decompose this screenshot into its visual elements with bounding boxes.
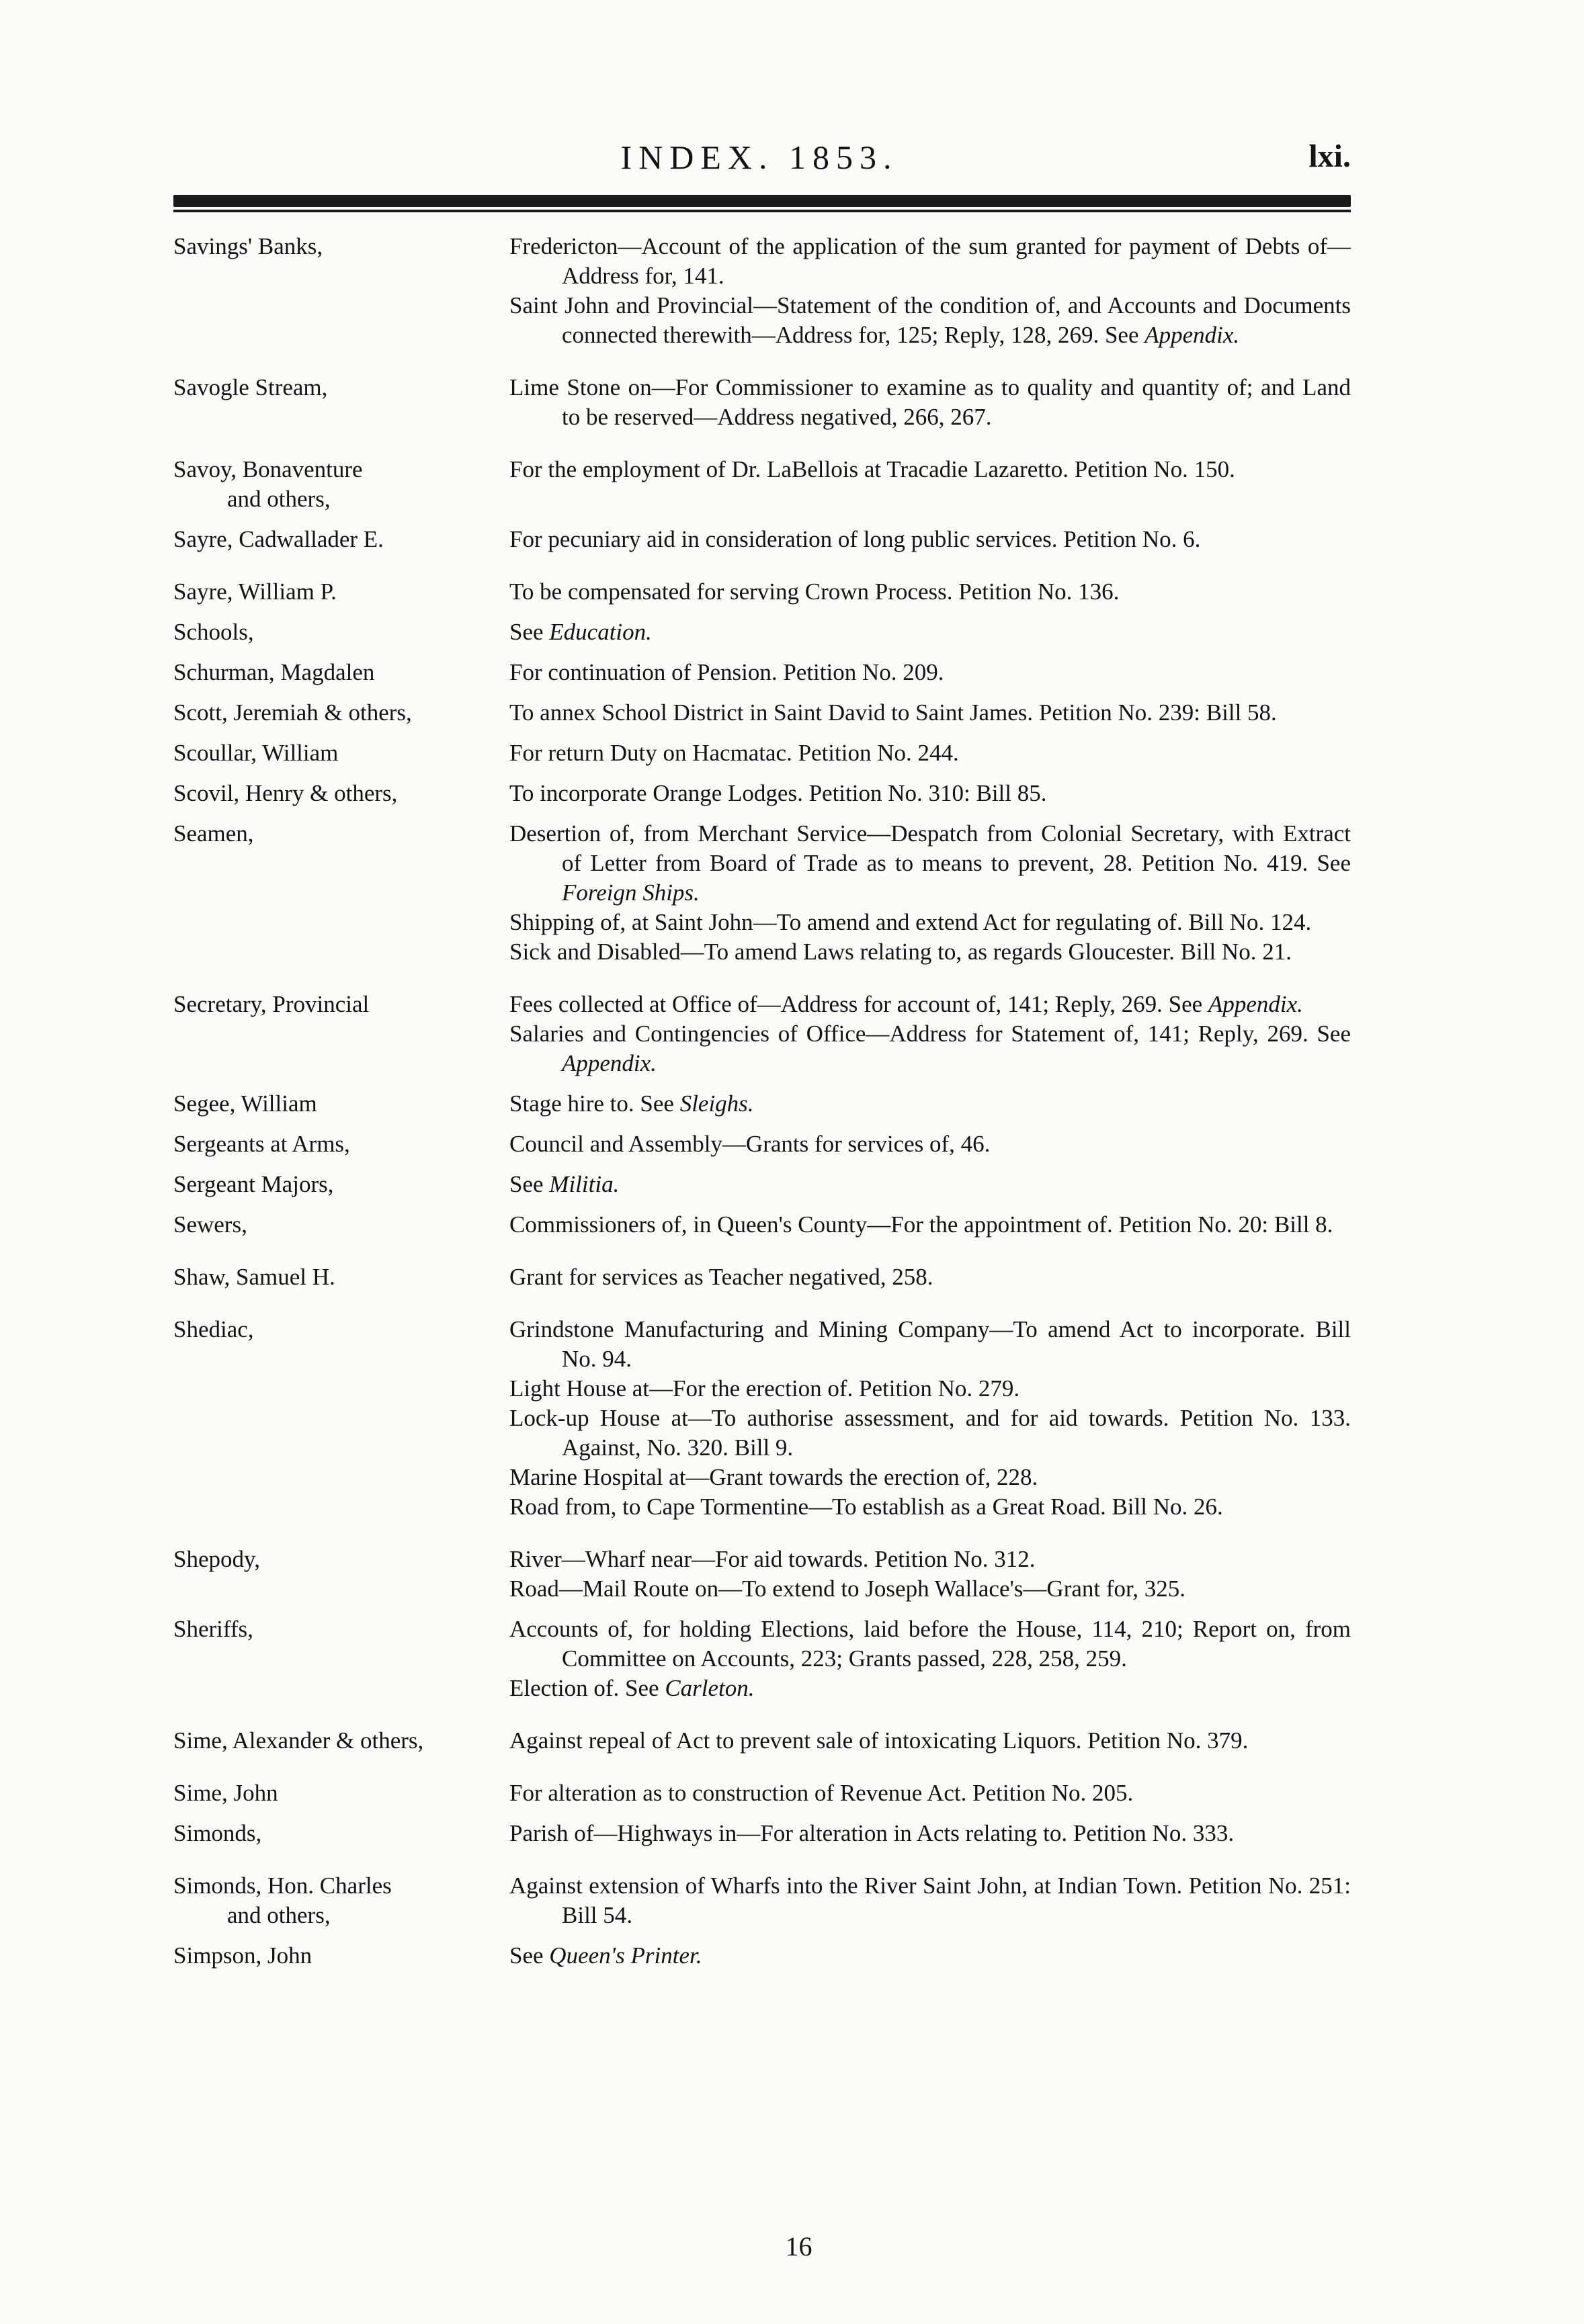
index-subentry: [509, 1210, 1351, 1240]
index-description: [509, 1089, 1351, 1119]
index-term-text: Sheriffs,: [173, 1616, 253, 1642]
index-subentry: [509, 577, 1351, 607]
subentry-text: Fees collected at Office of—Address for account of, 141; Reply, 269. See: [509, 991, 1208, 1017]
index-term: [173, 373, 509, 432]
subentry-text: Election of. See: [509, 1675, 665, 1701]
index-entry: [173, 1089, 1351, 1119]
index-description: [509, 1262, 1351, 1292]
index-term: [173, 819, 509, 967]
index-entry: [173, 1941, 1351, 1971]
cross-reference: Appendix.: [1144, 322, 1240, 348]
index-term-text: Sewers,: [173, 1211, 247, 1238]
subentry-text: Commissioners of, in Queen's County—For the appointment of. Petition No. 20: Bill 8.: [509, 1211, 1333, 1238]
subentry-text: Saint John and Provincial—Statement of the condition of, and Accounts and Documents connected therewith—Address for, 125; Reply, 128, 269. See: [509, 292, 1351, 348]
index-term: [173, 1089, 509, 1119]
index-term: [173, 738, 509, 768]
index-term: [173, 698, 509, 728]
subentry-text: Shipping of, at Saint John—To amend and extend Act for regulating of. Bill No. 124.: [509, 909, 1312, 935]
index-entry: [173, 1819, 1351, 1848]
index-subentry: [509, 1262, 1351, 1292]
index-term-text: Scovil, Henry & others,: [173, 780, 398, 806]
subentry-text: Stage hire to. See: [509, 1090, 680, 1117]
index-term-text: Seamen,: [173, 820, 254, 847]
index-term: [173, 232, 509, 350]
index-subentry: [509, 617, 1351, 647]
subentry-text: Marine Hospital at—Grant towards the erection of, 228.: [509, 1464, 1038, 1490]
index-description: [509, 1819, 1351, 1848]
index-description: [509, 232, 1351, 350]
index-description: [509, 617, 1351, 647]
index-subentry: [509, 1819, 1351, 1848]
index-description: [509, 658, 1351, 687]
index-term: [173, 1819, 509, 1848]
index-term: [173, 617, 509, 647]
index-description: [509, 373, 1351, 432]
index-term: [173, 1615, 509, 1703]
index-subentry: [509, 1778, 1351, 1808]
header-rule-thick: [173, 195, 1351, 207]
header-title: INDEX. 1853.: [620, 138, 899, 176]
index-term-text: Savoy, Bonaventure: [173, 456, 363, 482]
subentry-text: To annex School District in Saint David to Saint James. Petition No. 239: Bill 58.: [509, 699, 1277, 726]
index-entry: [173, 1726, 1351, 1756]
subentry-text: Against extension of Wharfs into the River Saint John, at Indian Town. Petition No. 251: Bill 54.: [509, 1873, 1351, 1928]
index-entry: [173, 990, 1351, 1078]
index-entry: [173, 577, 1351, 607]
index-term-text: Schurman, Magdalen: [173, 659, 375, 685]
index-entry: [173, 1210, 1351, 1240]
index-subentry: [509, 1019, 1351, 1078]
index-term-text: Shepody,: [173, 1546, 260, 1572]
index-term-text: Scott, Jeremiah & others,: [173, 699, 412, 726]
index-entry: [173, 819, 1351, 967]
subentry-text: Lock-up House at—To authorise assessment, and for aid towards. Petition No. 133. Against, No. 320. Bill 9.: [509, 1405, 1351, 1461]
index-term-text: Shaw, Samuel H.: [173, 1264, 335, 1290]
index-subentry: [509, 698, 1351, 728]
index-entry: [173, 738, 1351, 768]
subentry-text: For the employment of Dr. LaBellois at Tracadie Lazaretto. Petition No. 150.: [509, 456, 1235, 482]
index-term-text: Secretary, Provincial: [173, 991, 370, 1017]
index-term-text: Savogle Stream,: [173, 374, 328, 400]
header-page-roman: lxi.: [1308, 138, 1351, 174]
index-subentry: [509, 525, 1351, 554]
index-entry: [173, 1262, 1351, 1292]
index-term-text: Schools,: [173, 619, 254, 645]
index-term-text: Simonds,: [173, 1820, 262, 1846]
index-term: [173, 1778, 509, 1808]
index-term: [173, 455, 509, 514]
index-entry: [173, 525, 1351, 554]
cross-reference: Appendix.: [1208, 991, 1303, 1017]
index-entry: [173, 779, 1351, 808]
index-subentry: [509, 1545, 1351, 1574]
index-description: [509, 577, 1351, 607]
index-term-text: Segee, William: [173, 1090, 317, 1117]
subentry-text: Road—Mail Route on—To extend to Joseph Wallace's—Grant for, 325.: [509, 1576, 1186, 1602]
index-term: [173, 1941, 509, 1971]
index-subentry: [509, 819, 1351, 908]
index-term-text: Sayre, William P.: [173, 578, 337, 605]
subentry-text: Parish of—Highways in—For alteration in Acts relating to. Petition No. 333.: [509, 1820, 1235, 1846]
index-description: [509, 1315, 1351, 1522]
index-subentry: [509, 990, 1351, 1019]
subentry-text: For return Duty on Hacmatac. Petition No. 244.: [509, 740, 959, 766]
index-description: [509, 698, 1351, 728]
index-entry: [173, 1170, 1351, 1199]
cross-reference: Appendix.: [562, 1050, 657, 1076]
cross-reference: Sleighs.: [679, 1090, 754, 1117]
subentry-text: See: [509, 1942, 550, 1969]
subentry-text: River—Wharf near—For aid towards. Petition No. 312.: [509, 1546, 1036, 1572]
index-term-text: Sergeants at Arms,: [173, 1131, 350, 1157]
index-description: [509, 525, 1351, 554]
subentry-text: Road from, to Cape Tormentine—To establish as a Great Road. Bill No. 26.: [509, 1494, 1223, 1520]
index-description: [509, 1871, 1351, 1930]
index-subentry: [509, 455, 1351, 484]
index-term-text: Sime, Alexander & others,: [173, 1727, 424, 1754]
index-term: [173, 1262, 509, 1292]
index-subentry: [509, 658, 1351, 687]
index-term-text: Sayre, Cadwallader E.: [173, 526, 384, 552]
index-term-continuation: and others,: [227, 1902, 331, 1928]
index-term: [173, 1545, 509, 1604]
subentry-text: For pecuniary aid in consideration of long public services. Petition No. 6.: [509, 526, 1201, 552]
index-term: [173, 1871, 509, 1930]
footer-page-number: 16: [785, 2231, 812, 2262]
index-subentry: [509, 373, 1351, 432]
index-term-text: Savings' Banks,: [173, 233, 323, 259]
index-entry: [173, 373, 1351, 432]
subentry-text: Desertion of, from Merchant Service—Despatch from Colonial Secretary, with Extract of Letter from Board of Trade as to means to prevent, 28. Petition No. 419. See: [509, 820, 1351, 876]
page-header: [168, 138, 1351, 185]
index-term-text: Simonds, Hon. Charles: [173, 1873, 392, 1899]
index-description: [509, 1726, 1351, 1756]
subentry-text: Accounts of, for holding Elections, laid before the House, 114, 210; Report on, from Committee on Accounts, 223; Grants passed, 228, 258, 259.: [509, 1616, 1351, 1672]
index-subentry: [509, 1170, 1351, 1199]
index-subentry: [509, 1574, 1351, 1604]
index-description: [509, 1615, 1351, 1703]
index-subentry: [509, 1315, 1351, 1374]
index-subentry: [509, 738, 1351, 768]
index-entry: [173, 617, 1351, 647]
cross-reference: Carleton.: [665, 1675, 755, 1701]
index-description: [509, 738, 1351, 768]
index-term: [173, 1315, 509, 1522]
index-subentry: [509, 1726, 1351, 1756]
index-description: [509, 1129, 1351, 1159]
subentry-text: See: [509, 619, 550, 645]
index-description: [509, 779, 1351, 808]
cross-reference: Queen's Printer.: [549, 1942, 702, 1969]
index-term: [173, 1129, 509, 1159]
index-description: [509, 990, 1351, 1078]
index-description: [509, 1170, 1351, 1199]
cross-reference: Militia.: [549, 1171, 620, 1197]
index-description: [509, 1210, 1351, 1240]
index-term-text: Sergeant Majors,: [173, 1171, 334, 1197]
index-subentry: [509, 1871, 1351, 1930]
index-entry: [173, 232, 1351, 350]
index-subentry: [509, 1492, 1351, 1522]
index-entry: [173, 1615, 1351, 1703]
index-description: [509, 819, 1351, 967]
header-rule-thin: [173, 210, 1351, 212]
subentry-text: Grant for services as Teacher negatived, 258.: [509, 1264, 933, 1290]
index-term: [173, 525, 509, 554]
index-subentry: [509, 1615, 1351, 1674]
index-subentry: [509, 908, 1351, 937]
index-entry: [173, 1871, 1351, 1930]
index-entry: [173, 1129, 1351, 1159]
subentry-text: For continuation of Pension. Petition No. 209.: [509, 659, 944, 685]
index-subentry: [509, 937, 1351, 967]
index-description: [509, 455, 1351, 514]
index-entry: [173, 658, 1351, 687]
cross-reference: Foreign Ships.: [562, 879, 700, 906]
subentry-text: Lime Stone on—For Commissioner to examine as to quality and quantity of; and Land to be reserved—Address negatived, 266, 267.: [509, 374, 1351, 430]
index-term: [173, 1726, 509, 1756]
cross-reference: Education.: [549, 619, 652, 645]
subentry-text: Against repeal of Act to prevent sale of intoxicating Liquors. Petition No. 379.: [509, 1727, 1249, 1754]
index-term: [173, 1170, 509, 1199]
index-subentry: [509, 291, 1351, 350]
index-subentry: [509, 1089, 1351, 1119]
index-entry: [173, 455, 1351, 514]
index-term: [173, 577, 509, 607]
index-entry: [173, 698, 1351, 728]
index-entry: [173, 1545, 1351, 1604]
index-term-text: Simpson, John: [173, 1942, 312, 1969]
index-description: [509, 1545, 1351, 1604]
subentry-text: See: [509, 1171, 550, 1197]
index-term-text: Shediac,: [173, 1316, 254, 1342]
subentry-text: Light House at—For the erection of. Petition No. 279.: [509, 1375, 1020, 1402]
index-description: [509, 1778, 1351, 1808]
index-entries: [173, 232, 1351, 1981]
index-term: [173, 990, 509, 1078]
index-subentry: [509, 232, 1351, 291]
index-term-text: Scoullar, William: [173, 740, 339, 766]
index-term-text: Sime, John: [173, 1780, 278, 1806]
index-term: [173, 1210, 509, 1240]
subentry-text: To incorporate Orange Lodges. Petition No. 310: Bill 85.: [509, 780, 1047, 806]
index-subentry: [509, 1674, 1351, 1703]
index-entry: [173, 1315, 1351, 1522]
index-term: [173, 779, 509, 808]
index-subentry: [509, 1404, 1351, 1463]
subentry-text: Sick and Disabled—To amend Laws relating to, as regards Gloucester. Bill No. 21.: [509, 939, 1292, 965]
index-term-continuation: and others,: [227, 486, 331, 512]
index-entry: [173, 1778, 1351, 1808]
subentry-text: Fredericton—Account of the application of the sum granted for payment of Debts of—Address for, 141.: [509, 233, 1351, 289]
subentry-text: Council and Assembly—Grants for services of, 46.: [509, 1131, 991, 1157]
index-subentry: [509, 1129, 1351, 1159]
index-subentry: [509, 779, 1351, 808]
index-subentry: [509, 1941, 1351, 1971]
subentry-text: Salaries and Contingencies of Office—Address for Statement of, 141; Reply, 269. See: [509, 1021, 1351, 1047]
index-term: [173, 658, 509, 687]
subentry-text: For alteration as to construction of Revenue Act. Petition No. 205.: [509, 1780, 1134, 1806]
index-description: [509, 1941, 1351, 1971]
index-subentry: [509, 1463, 1351, 1492]
subentry-text: To be compensated for serving Crown Process. Petition No. 136.: [509, 578, 1120, 605]
subentry-text: Grindstone Manufacturing and Mining Company—To amend Act to incorporate. Bill No. 94.: [509, 1316, 1351, 1372]
index-subentry: [509, 1374, 1351, 1404]
